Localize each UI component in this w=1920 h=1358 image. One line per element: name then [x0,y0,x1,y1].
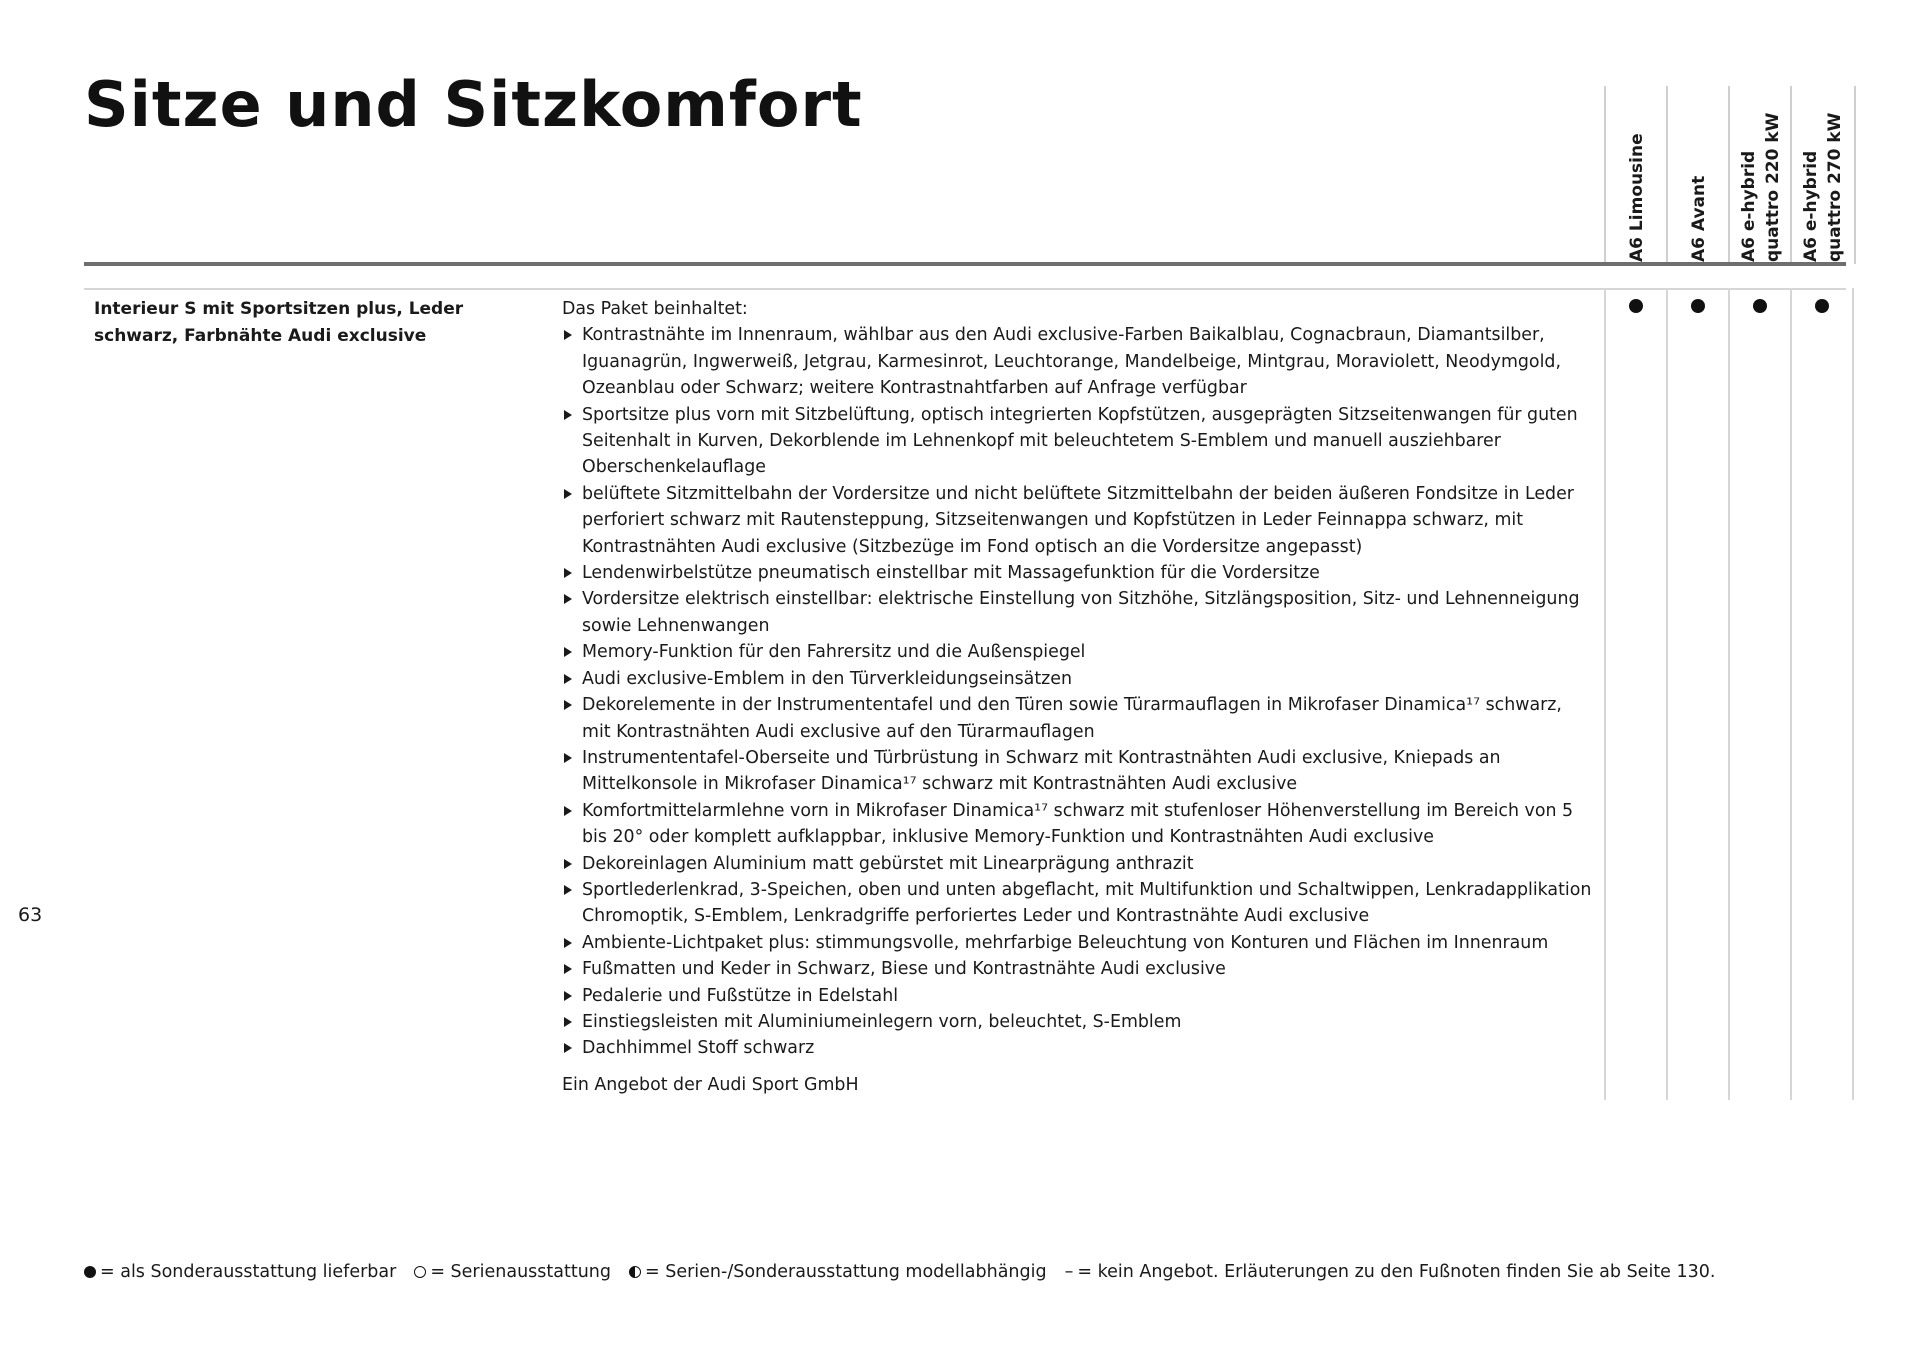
list-item: Dekorelemente in der Instrumententafel und den Türen sowie Türarmauflagen in Mikrofaser Dinamica¹⁷ schwarz, mit Kontrastnähten Audi exclusive auf den Türarmauflagen [562,692,1592,745]
legend-item-none: – = kein Angebot. Erläuterungen zu den Fußnoten finden Sie ab Seite 130. [1064,1262,1716,1282]
list-item: Sportsitze plus vorn mit Sitzbelüftung, optisch integrierten Kopfstützen, ausgeprägten Sitzseitenwangen für guten Seitenhalt in Kurven, Dekorblende im Lehnenkopf mit beleuchtetem S-Emblem und manuell ausziehbarer Oberschenkelauflage [562,402,1592,481]
column-label: A6 Avant [1689,175,1709,262]
column-label-line1: A6 e-hybrid [1801,150,1821,262]
bullet-triangle-icon [564,806,572,816]
bullet-triangle-icon [564,674,572,684]
list-item: Pedalerie und Fußstütze in Edelstahl [562,983,1592,1009]
dash-icon: – [1064,1262,1074,1282]
list-item: Einstiegsleisten mit Aluminiumeinlegern vorn, beleuchtet, S-Emblem [562,1009,1592,1035]
column-header-a6-limousine [1604,86,1668,264]
page-number: 63 [18,904,43,926]
column-separator [1604,288,1606,1100]
bullet-triangle-icon [564,885,572,895]
bullet-triangle-icon [564,700,572,710]
empty-circle-icon [414,1266,426,1278]
column-separator [1852,288,1854,1100]
column-label-line2: quattro 270 kW [1825,112,1845,262]
list-item: Vordersitze elektrisch einstellbar: elektrische Einstellung von Sitzhöhe, Sitzlängsposition, Sitz- und Lehnenneigung sowie Lehnenwangen [562,586,1592,639]
column-header-a6-ehybrid-220 [1728,86,1792,264]
availability-dot-a6-ehybrid-220 [1753,299,1767,313]
list-item: Fußmatten und Keder in Schwarz, Biese und Kontrastnähte Audi exclusive [562,956,1592,982]
bullet-triangle-icon [564,1017,572,1027]
bullet-triangle-icon [564,964,572,974]
list-item: Dekoreinlagen Aluminium matt gebürstet mit Linearprägung anthrazit [562,851,1592,877]
column-separator [1790,288,1792,1100]
availability-dot-a6-limousine [1629,299,1643,313]
availability-dot-a6-ehybrid-270 [1815,299,1829,313]
offer-note: Ein Angebot der Audi Sport GmbH [562,1074,859,1095]
list-item: Sportlederlenkrad, 3-Speichen, oben und unten abgeflacht, mit Multifunktion und Schaltwippen, Lenkradapplikation Chromoptik, S-Emblem, Lenkradgriffe perforiertes Leder und Kontrastnähte Audi exclusive [562,877,1592,930]
column-label-line2: quattro 220 kW [1763,112,1783,262]
list-item: Lendenwirbelstütze pneumatisch einstellbar mit Massagefunktion für die Vordersitze [562,560,1592,586]
feature-name: Interieur S mit Sportsitzen plus, Leder schwarz, Farbnähte Audi exclusive [94,299,464,346]
header-divider [84,262,1846,266]
description-intro: Das Paket beinhaltet: [562,299,748,319]
column-separator [1728,288,1730,1100]
bullet-triangle-icon [564,489,572,499]
bullet-triangle-icon [564,991,572,1001]
bullet-triangle-icon [564,859,572,869]
filled-circle-icon [84,1266,96,1278]
list-item: Kontrastnähte im Innenraum, wählbar aus den Audi exclusive-Farben Baikalblau, Cognacbraun, Diamantsilber, Iguanagrün, Ingwerweiß, Jetgrau, Karmesinrot, Leuchtorange, Mandelbeige, Mintgrau, Moraviolett, Neodymgold, Ozeanblau oder Schwarz; weitere Kontrastnahtfarben auf Anfrage verfügbar [562,322,1592,401]
list-item: Memory-Funktion für den Fahrersitz und die Außenspiegel [562,639,1592,665]
bullet-triangle-icon [564,647,572,657]
column-header-a6-avant [1666,86,1730,264]
bullet-triangle-icon [564,410,572,420]
column-label: A6 Limousine [1627,133,1647,262]
list-item: Dachhimmel Stoff schwarz [562,1035,1592,1061]
row-divider [84,288,1846,290]
list-item: Instrumententafel-Oberseite und Türbrüstung in Schwarz mit Kontrastnähten Audi exclusive, Kniepads an Mittelkonsole in Mikrofaser Dinamica¹⁷ schwarz mit Kontrastnähten Audi exclusive [562,745,1592,798]
bullet-triangle-icon [564,1043,572,1053]
bullet-triangle-icon [564,568,572,578]
column-separator [1666,288,1668,1100]
list-item: Ambiente-Lichtpaket plus: stimmungsvolle, mehrfarbige Beleuchtung von Konturen und Flächen im Innenraum [562,930,1592,956]
bullet-triangle-icon [564,594,572,604]
feature-description [562,296,1592,1098]
list-item: belüftete Sitzmittelbahn der Vordersitze und nicht belüftete Sitzmittelbahn der beiden äußeren Fondsitze in Leder perforiert schwarz mit Rautensteppung, Sitzseitenwangen und Kopfstützen in Leder Feinnappa schwarz, mit Kontrastnähten Audi exclusive (Sitzbezüge im Fond optisch an die Vordersitze angepasst) [562,481,1592,560]
bullet-triangle-icon [564,753,572,763]
legend [84,1262,1733,1282]
column-label-line1: A6 e-hybrid [1739,150,1759,262]
bullet-triangle-icon [564,330,572,340]
feature-list [562,322,1592,1061]
half-circle-icon [629,1266,641,1278]
list-item: Audi exclusive-Emblem in den Türverkleidungseinsätzen [562,666,1592,692]
availability-dot-a6-avant [1691,299,1705,313]
column-header-a6-ehybrid-270 [1790,86,1856,264]
legend-item-standard: = Serienausstattung [414,1262,611,1282]
legend-item-model-dependent: = Serien-/Sonderausstattung modellabhängig [629,1262,1047,1282]
legend-item-optional: = als Sonderausstattung lieferbar [84,1262,396,1282]
page-title: Sitze und Sitzkomfort [84,68,863,141]
bullet-triangle-icon [564,938,572,948]
list-item: Komfortmittelarmlehne vorn in Mikrofaser Dinamica¹⁷ schwarz mit stufenloser Höhenverstellung im Bereich von 5 bis 20° oder komplett aufklappbar, inklusive Memory-Funktion und Kontrastnähten Audi exclusive [562,798,1592,851]
